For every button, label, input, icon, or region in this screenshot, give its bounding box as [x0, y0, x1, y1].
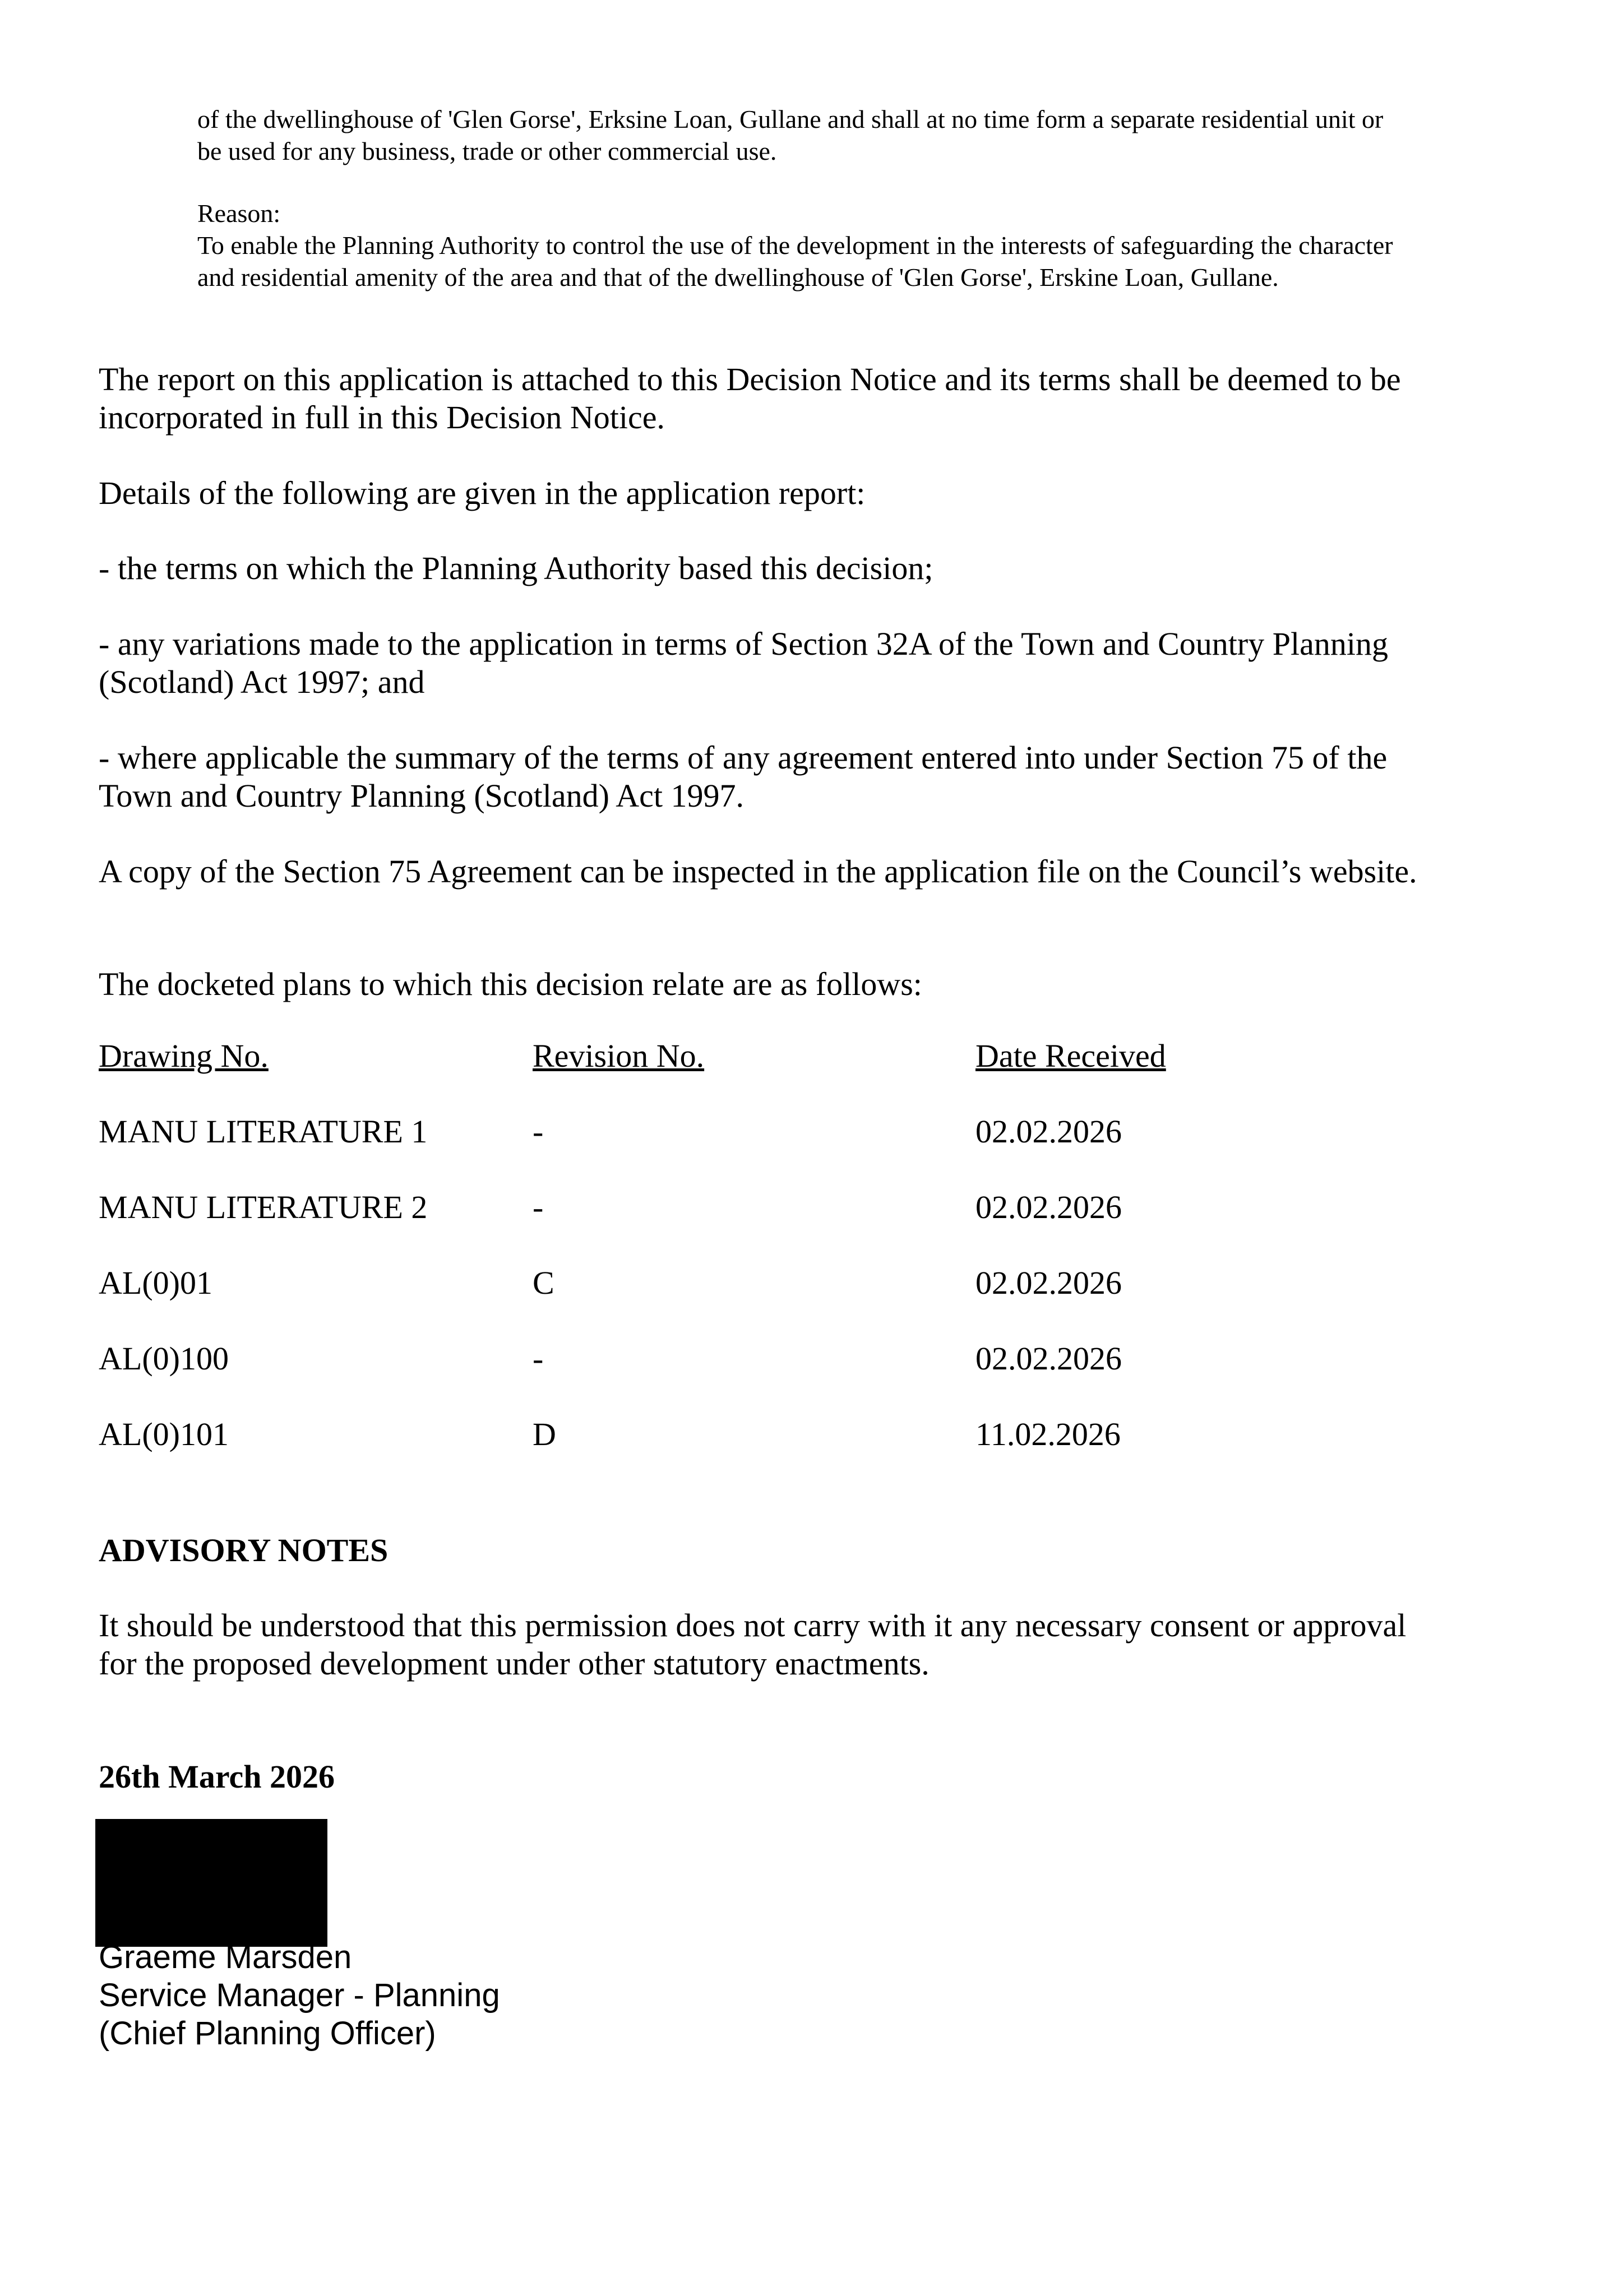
date-received-cell: 02.02.2026 [975, 1265, 1122, 1301]
advisory-notes-heading: ADVISORY NOTES [99, 1532, 389, 1568]
condition-reason [197, 197, 1408, 293]
docketed-intro-text: The docketed plans to which this decision relate are as follows: [99, 966, 922, 1002]
header-revision-no: Revision No. [533, 1038, 705, 1074]
condition-text: of the dwellinghouse of 'Glen Gorse', Erksine Loan, Gullane and shall at no time form a separate residential unit or be used for any business, trade or other commercial use. [197, 105, 1384, 165]
table-header-row [99, 1037, 1444, 1113]
section75-copy-text: A copy of the Section 75 Agreement can be inspected in the application file on the Council’s website. [99, 853, 1417, 890]
table-row [99, 1340, 1444, 1415]
date-received-cell: 02.02.2026 [975, 1189, 1122, 1225]
redacted-signature [95, 1819, 327, 1947]
revision-no-cell: - [533, 1189, 544, 1225]
advisory-notes-text: It should be understood that this permission does not carry with it any necessary consent or approval for the proposed development under other statutory enactments. [99, 1607, 1407, 1682]
drawing-no-cell: MANU LITERATURE 2 [99, 1189, 428, 1225]
drawing-no-cell: AL(0)100 [99, 1340, 229, 1377]
header-date-received: Date Received [975, 1038, 1166, 1074]
details-intro-paragraph [99, 474, 1444, 512]
date-received-cell: 02.02.2026 [975, 1113, 1122, 1150]
details-intro-text: Details of the following are given in the application report: [99, 475, 866, 511]
item-terms-paragraph [99, 549, 1444, 587]
revision-no-cell: C [533, 1265, 554, 1301]
report-attached-text: The report on this application is attached to this Decision Notice and its terms shall be deemed to be incorporated in full in this Decision Notice. [99, 361, 1401, 436]
condition-continuation [197, 103, 1408, 167]
signatory-name: Graeme Marsden [99, 1939, 352, 1975]
reason-label: Reason: [197, 199, 281, 228]
section75-copy-paragraph [99, 853, 1444, 891]
revision-no-cell: D [533, 1416, 556, 1452]
date-received-cell: 11.02.2026 [975, 1416, 1121, 1452]
item-variations-paragraph [99, 625, 1444, 701]
table-row [99, 1113, 1444, 1188]
header-drawing-no: Drawing No. [99, 1038, 269, 1074]
docketed-intro-paragraph [99, 965, 1444, 1003]
signatory-title: Service Manager - Planning [99, 1977, 500, 2013]
table-row [99, 1264, 1444, 1340]
drawing-no-cell: MANU LITERATURE 1 [99, 1113, 428, 1150]
report-attached-paragraph [99, 360, 1444, 437]
signatory-role: (Chief Planning Officer) [99, 2015, 436, 2052]
item-terms-text: - the terms on which the Planning Authority based this decision; [99, 550, 933, 586]
reason-text: To enable the Planning Authority to control the use of the development in the interests of safeguarding the character and residential amenity of the area and that of the dwellinghouse of 'Glen Gorse', Erskine Loan, Gullane. [197, 231, 1393, 291]
item-agreement-paragraph [99, 739, 1444, 815]
drawing-no-cell: AL(0)01 [99, 1265, 212, 1301]
item-agreement-text: - where applicable the summary of the terms of any agreement entered into under Section 75 of the Town and Country Planning (Scotland) Act 1997. [99, 739, 1388, 814]
table-row [99, 1415, 1444, 1491]
revision-no-cell: - [533, 1113, 544, 1150]
table-row [99, 1188, 1444, 1264]
date-received-cell: 02.02.2026 [975, 1340, 1122, 1377]
docketed-plans-table [99, 1037, 1444, 1491]
item-variations-text: - any variations made to the application in terms of Section 32A of the Town and Country Planning (Scotland) Act 1997; and [99, 626, 1388, 700]
drawing-no-cell: AL(0)101 [99, 1416, 229, 1452]
decision-date: 26th March 2026 [99, 1758, 335, 1795]
revision-no-cell: - [533, 1340, 544, 1377]
signatory-block [99, 1938, 500, 2053]
advisory-notes-paragraph [99, 1607, 1444, 1683]
